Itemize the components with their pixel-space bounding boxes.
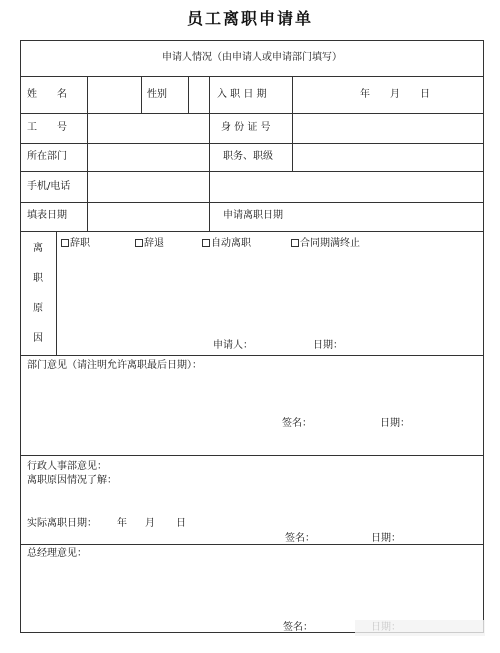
apply-resign-date-label: 申请离职日期 [223,210,283,221]
divider [21,355,483,356]
watermark-overlay [355,620,485,636]
reason-side-char: 职 [33,273,43,284]
gm-opinion-field[interactable] [21,563,483,613]
applicant-date-label: 日期： [313,340,343,351]
divider [141,76,142,113]
position-field[interactable] [293,144,483,171]
reason-side-char: 原 [33,303,43,314]
divider [21,231,483,232]
reason-option-dismissed[interactable]: 辞退 [135,238,164,250]
applicant-label: 申请人： [213,340,253,351]
name-field[interactable] [88,77,141,113]
hr-date-label: 日期： [371,533,401,544]
actual-date-year-unit: 年 [117,518,127,529]
fill-date-label: 填表日期 [27,210,67,221]
name-label: 姓 名 [27,89,67,100]
reason-option-absent[interactable]: 自动离职 [202,238,251,250]
actual-date-day-unit: 日 [176,518,186,529]
department-label: 所在部门 [27,151,67,162]
section-heading: 申请人情况（由申请人或申请部门填写） [162,52,342,63]
dept-sign-label: 签名： [282,418,312,429]
hr-sign-label: 签名： [285,533,315,544]
actual-resign-date-label: 实际离职日期： [27,518,97,529]
id-card-field[interactable] [293,114,483,143]
checkbox-icon[interactable] [202,239,210,247]
actual-date-month-unit: 月 [145,518,155,529]
employee-number-label: 工 号 [27,122,67,133]
form-title: 员工离职申请单 [186,9,313,28]
phone-label: 手机/电话 [27,181,71,192]
apply-resign-date-field[interactable] [293,203,483,231]
checkbox-icon[interactable] [135,239,143,247]
divider [209,76,210,231]
divider [56,231,57,355]
dept-opinion-field[interactable] [21,375,483,415]
divider [21,455,483,456]
reason-option-contract-end[interactable]: 合同期满终止 [291,238,360,250]
reason-side-char: 因 [33,333,43,344]
gender-label: 性别 [147,89,167,100]
position-label: 职务、职级 [223,151,273,162]
dept-date-label: 日期： [380,418,410,429]
phone-field[interactable] [88,172,483,202]
hire-date-label: 入 职 日 期 [217,89,267,100]
reason-option-resign[interactable]: 辞职 [61,238,90,250]
id-card-label: 身 份 证 号 [221,122,271,133]
hire-date-year-unit: 年 [360,89,370,100]
reason-known-label: 离职原因情况了解： [27,475,117,486]
reason-side-char: 离 [33,243,43,254]
gm-opinion-label: 总经理意见： [27,548,87,559]
gender-field[interactable] [189,77,209,113]
hire-date-month-unit: 月 [390,89,400,100]
hire-date-day-unit: 日 [420,89,430,100]
employee-number-field[interactable] [88,114,209,143]
hr-opinion-label: 行政人事部意见： [27,461,107,472]
divider [21,544,483,545]
department-field[interactable] [88,144,209,171]
checkbox-icon[interactable] [291,239,299,247]
dept-opinion-label: 部门意见（请注明允许离职最后日期）： [27,360,202,371]
checkbox-icon[interactable] [61,239,69,247]
fill-date-field[interactable] [88,203,209,231]
resignation-form [20,40,484,633]
gm-sign-label: 签名： [283,622,313,633]
